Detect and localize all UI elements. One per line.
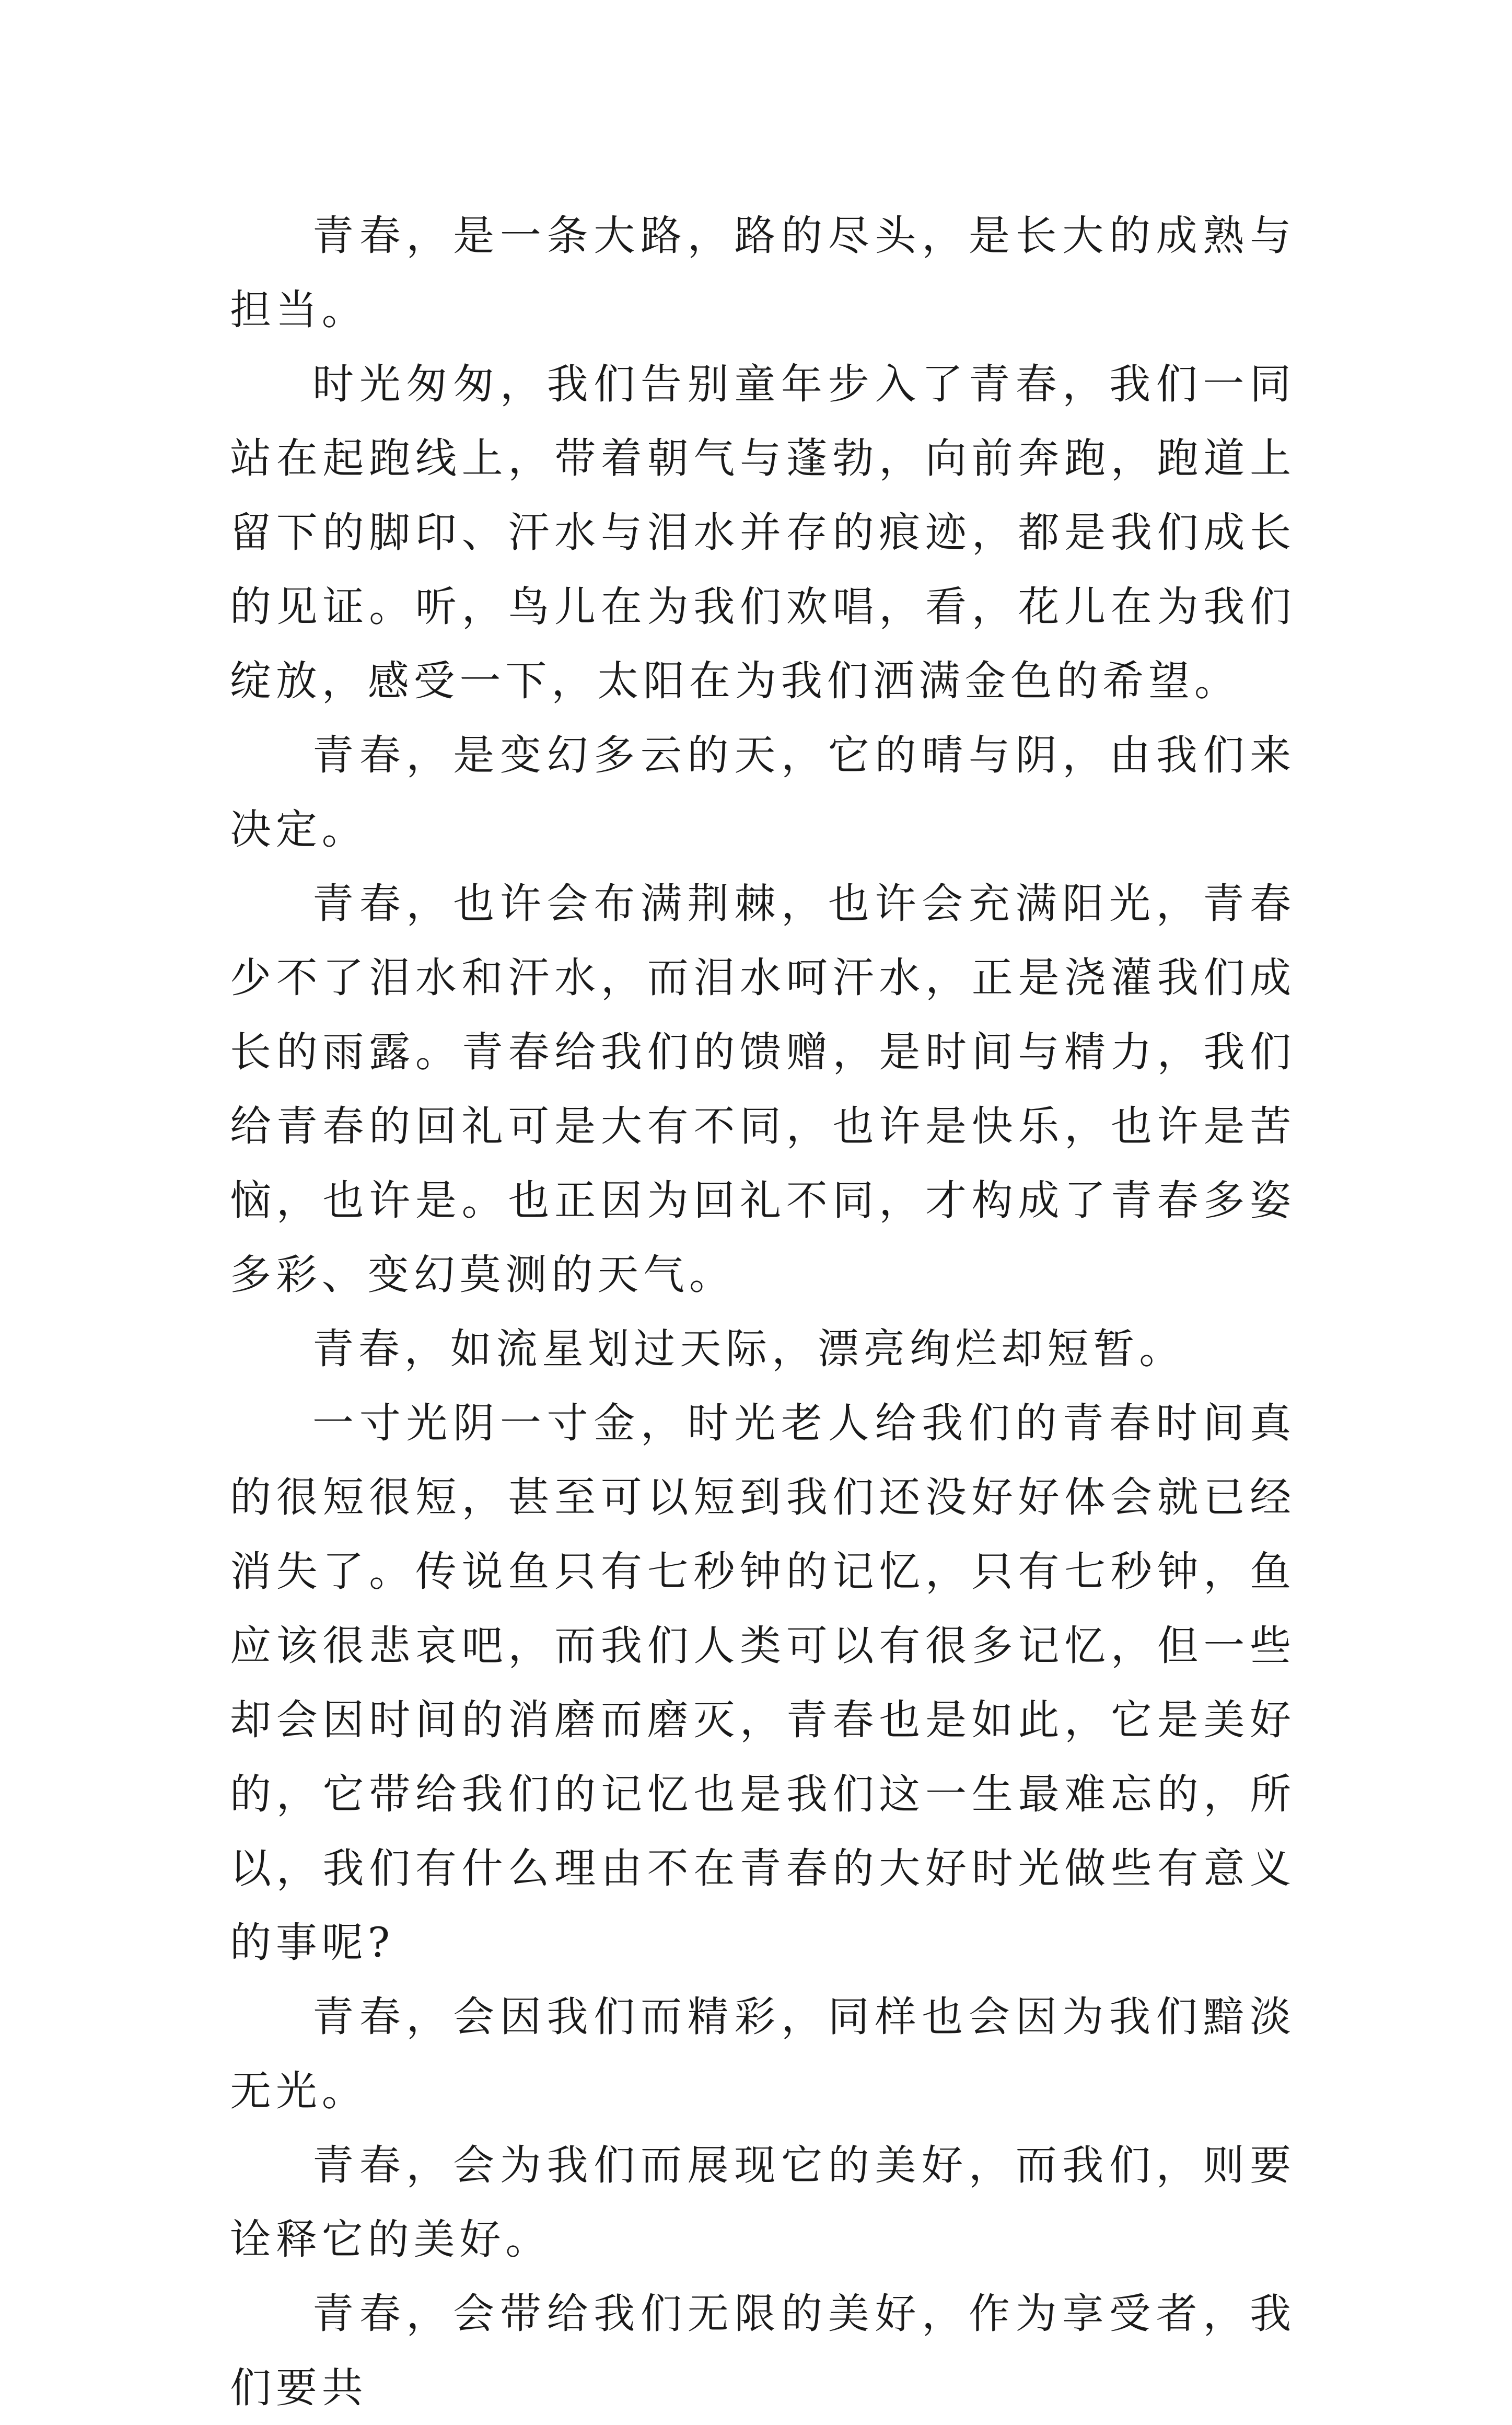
paragraph: 青春，会因我们而精彩，同样也会因为我们黯淡无光。 bbox=[230, 1993, 1296, 2115]
paragraph: 时光匆匆，我们告别童年步入了青春，我们一同站在起跑线上，带着朝气与蓬勃，向前奔跑，跑道上留下的脚印、汗水与泪水并存的痕迹，都是我们成长的见证。听，鸟儿在为我们欢唱，看，花儿在为我们绽放，感受一下，太阳在为我们洒满金色的希望。 bbox=[230, 360, 1296, 705]
paragraph: 青春，也许会布满荆棘，也许会充满阳光，青春少不了泪水和汗水，而泪水呵汗水，正是浇灌我们成长的雨露。青春给我们的馈赠，是时间与精力，我们给青春的回礼可是大有不同，也许是快乐，也许是苦恼，也许是。也正因为回礼不同，才构成了青春多姿多彩、变幻莫测的天气。 bbox=[230, 880, 1296, 1299]
paragraph: 青春，会带给我们无限的美好，作为享受者，我们要共 bbox=[230, 2290, 1296, 2412]
paragraph: 一寸光阴一寸金，时光老人给我们的青春时间真的很短很短，甚至可以短到我们还没好好体会就已经消失了。传说鱼只有七秒钟的记忆，只有七秒钟，鱼应该很悲哀吧，而我们人类可以有很多记忆，但一些却会因时间的消磨而磨灭，青春也是如此，它是美好的，它带给我们的记忆也是我们这一生最难忘的，所以，我们有什么理由不在青春的大好时光做些有意义的事呢? bbox=[230, 1399, 1296, 1967]
paragraph: 青春，是变幻多云的天，它的晴与阴，由我们来决定。 bbox=[230, 731, 1296, 853]
paragraph: 青春，是一条大路，路的尽头，是长大的成熟与担当。 bbox=[230, 212, 1296, 334]
paragraph: 青春，会为我们而展现它的美好，而我们，则要诠释它的美好。 bbox=[230, 2141, 1296, 2264]
paragraph: 青春，如流星划过天际，漂亮绚烂却短暂。 bbox=[312, 1325, 1185, 1373]
document-body bbox=[230, 199, 1296, 2425]
